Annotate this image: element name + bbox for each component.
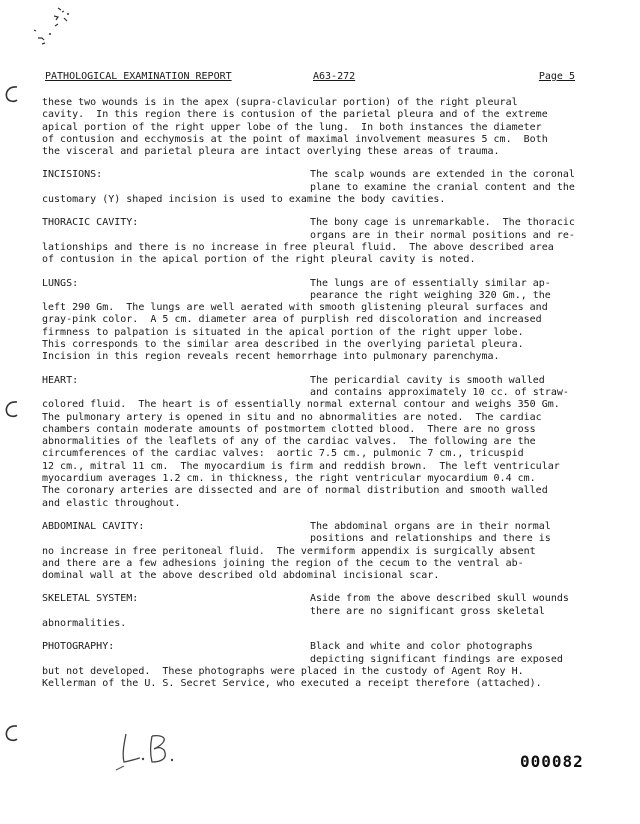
text-line: Incision in this region reveals recent hemorrhage into pulmonary parenchyma. bbox=[42, 351, 500, 363]
text-line: organs are in their normal positions and re- bbox=[310, 229, 575, 241]
text-line: Aside from the above described skull wounds bbox=[310, 593, 569, 605]
text-line: The lungs are of essentially similar ap- bbox=[310, 277, 551, 289]
section-photography bbox=[42, 641, 590, 690]
text-line: abnormalities. bbox=[42, 617, 127, 629]
text-line: The pulmonary artery is opened in situ and no abnormalities are noted. The cardiac bbox=[42, 411, 542, 423]
text-line: plane to examine the cranial content and the bbox=[310, 181, 575, 193]
text-line: no increase in free peritoneal fluid. The vermiform appendix is surgically absent bbox=[42, 545, 536, 557]
section-thoracic-cavity bbox=[42, 217, 590, 266]
document-control-number: 000082 bbox=[520, 752, 584, 771]
section-label: HEART: bbox=[42, 374, 79, 386]
text-line: depicting significant findings are exposed bbox=[310, 653, 563, 665]
binder-hole-mark-bottom bbox=[4, 724, 20, 742]
handwritten-initials-signature bbox=[112, 728, 192, 774]
text-line: colored fluid. The heart is of essentially normal external contour and weighs 350 Gm. bbox=[42, 399, 560, 411]
text-line: and contains approximately 10 cc. of straw- bbox=[310, 386, 569, 398]
section-label: LUNGS: bbox=[42, 277, 79, 289]
text-line: these two wounds is in the apex (supra-clavicular portion) of the right pleural bbox=[42, 97, 518, 108]
text-line: customary (Y) shaped incision is used to examine the body cavities. bbox=[42, 194, 446, 206]
text-line: chambers contain moderate amounts of postmortem clotted blood. There are no gross bbox=[42, 423, 536, 435]
text-line: firmness to palpation is situated in the apical portion of the right upper lobe. bbox=[42, 326, 524, 338]
section-skeletal-system bbox=[42, 593, 590, 630]
text-line: apical portion of the right upper lobe of the lung. In both instances the diameter bbox=[42, 121, 542, 133]
text-line: The bony cage is unremarkable. The thoracic bbox=[310, 217, 575, 229]
text-line: myocardium averages 1.2 cm. in thickness, the right ventricular myocardium 0.4 cm. bbox=[42, 473, 536, 485]
section-label: ABDOMINAL CAVITY: bbox=[42, 520, 145, 532]
binder-hole-mark-top bbox=[4, 85, 20, 103]
text-line: abnormalities of the leaflets of any of the cardiac valves. The following are the bbox=[42, 436, 536, 448]
text-line: 12 cm., mitral 11 cm. The myocardium is firm and reddish brown. The left ventricular bbox=[42, 460, 560, 472]
section-label: PHOTOGRAPHY: bbox=[42, 641, 115, 653]
text-line: The coronary arteries are dissected and are of normal distribution and smooth walled bbox=[42, 485, 548, 497]
report-body bbox=[42, 97, 590, 701]
corner-scribble-mark bbox=[28, 4, 78, 50]
text-line: gray-pink color. A 5 cm. diameter area of purplish red discoloration and increased bbox=[42, 314, 542, 326]
section-label: INCISIONS: bbox=[42, 169, 103, 181]
text-line: circumferences of the cardiac valves: aortic 7.5 cm., pulmonic 7 cm., tricuspid bbox=[42, 448, 524, 460]
text-line: cavity. In this region there is contusion of the parietal pleura and of the extreme bbox=[42, 109, 548, 121]
intro-paragraph bbox=[42, 97, 590, 158]
text-line: Black and white and color photographs bbox=[310, 641, 533, 653]
text-line: lationships and there is no increase in free pleural fluid. The above described area bbox=[42, 241, 554, 253]
text-line: The scalp wounds are extended in the coronal bbox=[310, 169, 575, 181]
page-number: Page 5 bbox=[538, 71, 575, 82]
section-heart bbox=[42, 375, 590, 510]
section-label: THORACIC CAVITY: bbox=[42, 217, 139, 229]
text-line: dominal wall at the above described old abdominal incisional scar. bbox=[42, 570, 440, 582]
text-line: of contusion in the apical portion of the right pleural cavity is noted. bbox=[42, 254, 476, 266]
text-line: Kellerman of the U. S. Secret Service, who executed a receipt therefore (attached). bbox=[42, 678, 542, 690]
text-line: This corresponds to the similar area described in the overlying parietal pleura. bbox=[42, 339, 524, 351]
section-incisions bbox=[42, 169, 590, 206]
section-abdominal-cavity bbox=[42, 521, 590, 582]
text-line: The abdominal organs are in their normal bbox=[310, 520, 551, 532]
text-line: pearance the right weighing 320 Gm., the bbox=[310, 289, 551, 301]
section-label: SKELETAL SYSTEM: bbox=[42, 593, 139, 605]
text-line: there are no significant gross skeletal bbox=[310, 605, 545, 617]
binder-hole-mark-middle bbox=[4, 400, 20, 418]
text-line: of contusion and ecchymosis at the point of maximal involvement measures 5 cm. Both bbox=[42, 133, 548, 145]
case-number: A63-272 bbox=[313, 71, 356, 82]
report-title: PATHOLOGICAL EXAMINATION REPORT bbox=[45, 71, 232, 82]
text-line: The pericardial cavity is smooth walled bbox=[310, 374, 545, 386]
text-line: and elastic throughout. bbox=[42, 497, 181, 509]
text-line: left 290 Gm. The lungs are well aerated with smooth glistening pleural surfaces and bbox=[42, 302, 548, 314]
text-line: the visceral and parietal pleura are intact overlying these areas of trauma. bbox=[42, 146, 500, 158]
text-line: and there are a few adhesions joining the region of the cecum to the ventral ab- bbox=[42, 557, 524, 569]
report-header bbox=[45, 70, 575, 84]
text-line: but not developed. These photographs were placed in the custody of Agent Roy H. bbox=[42, 665, 524, 677]
text-line: positions and relationships and there is bbox=[310, 533, 551, 545]
section-lungs bbox=[42, 278, 590, 364]
